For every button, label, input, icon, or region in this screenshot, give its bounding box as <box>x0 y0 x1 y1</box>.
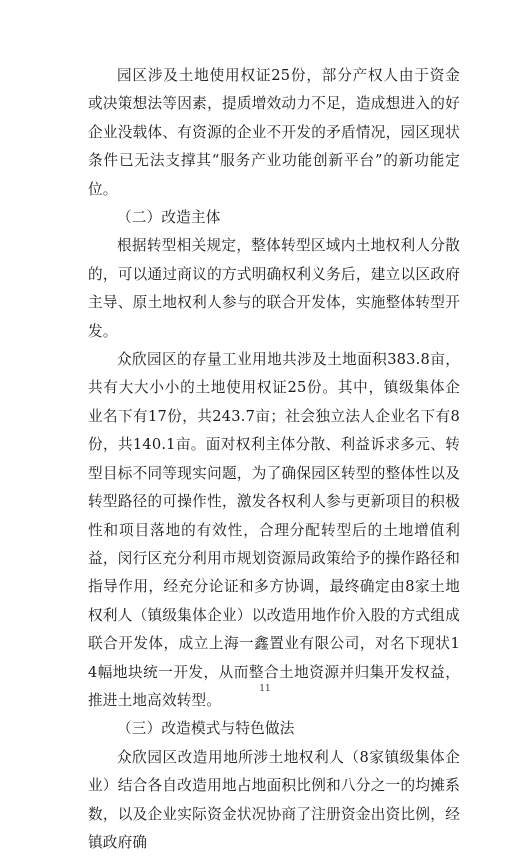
paragraph-zhongxin-land-details: 众欣园区的存量工业用地共涉及土地面积383.8亩，共有大大小小的土地使用权证25份。其中，镇级集体企业名下有17份，共243.7亩；社会独立法人企业名下有8份，共140.1亩。面对权利主体分散、利益诉求多元、转型目标不同等现实问题，为了确保园区转型的整体性以及转型路径的可操作性，激发各权利人参与更新项目的积极性和项目落地的有效性，合理分配转型后的土地增值利益，闵行区充分利用市规划资源局政策给予的操作路径和指导作用，经充分论证和多方协调，最终确定由8家土地权利人（镇级集体企业）以改造用地作价入股的方式组成联合开发体，成立上海一鑫置业有限公司，对名下现状14幅地块统一开发，从而整合土地资源并归集开发权益，推进土地高效转型。 <box>88 351 460 709</box>
paragraph-park-land-issues: 园区涉及土地使用权证25份，部分产权人由于资金或决策想法等因素，提质增效动力不足，造成想进入的好企业没载体、有资源的企业不开发的矛盾情况，园区现状条件已无法支撑其“服务产业功能创新平台”的新功能定位。 <box>88 67 460 198</box>
section-heading-renovation-subject: （二）改造主体 <box>117 209 221 227</box>
paragraph-renovation-mode-details: 众欣园区改造用地所涉土地权利人（8家镇级集体企业）结合各自改造用地占地面积比例和八分之一的均摊系数，以及企业实际资金状况协商了注册资金出资比例，经镇政府确 <box>88 748 460 851</box>
section-heading-renovation-mode: （三）改造模式与特色做法 <box>117 720 295 738</box>
paragraph-transformation-rules: 根据转型相关规定，整体转型区域内土地权利人分散的，可以通过商议的方式明确权利义务后，建立以区政府主导、原土地权利人参与的联合开发体，实施整体转型开发。 <box>88 237 460 340</box>
page-number: 11 <box>259 684 271 694</box>
document-body <box>88 62 460 857</box>
